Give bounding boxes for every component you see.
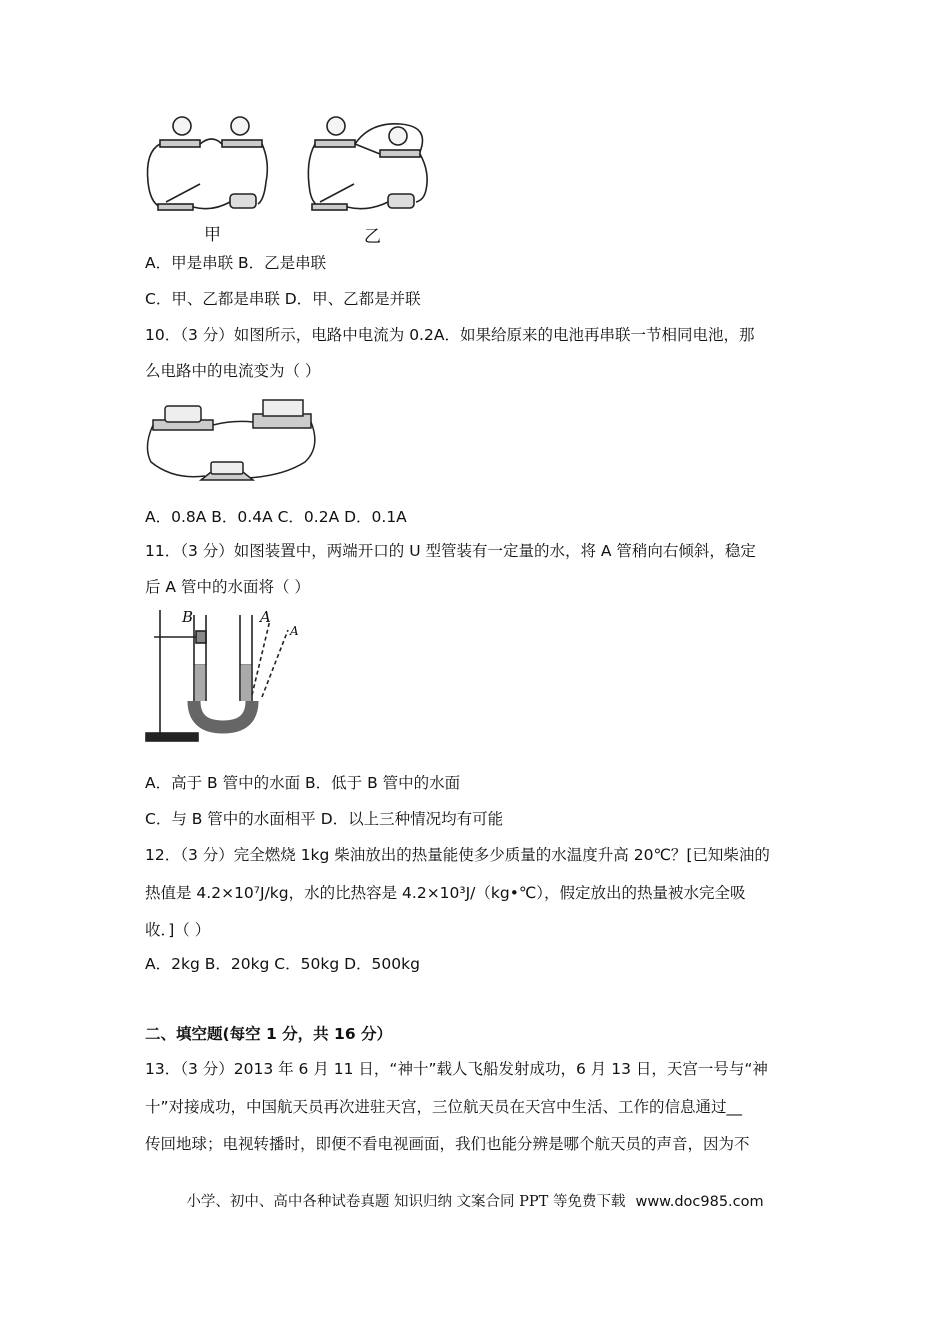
battery-circuit-figure [143, 392, 323, 492]
figure-label-jia: 甲 [204, 225, 221, 245]
q13-line3: 传回地球；电视转播时，即便不看电视画面，我们也能分辨是哪个航天员的声音，因为不 [145, 1135, 750, 1153]
tube-label-b: B [182, 608, 194, 626]
tube-label-a: A [260, 608, 271, 626]
q12-stem-line1: 12．（3 分）完全燃烧 1kg 柴油放出的热量能使多少质量的水温度升高 20℃？[已知柴油的 [145, 846, 770, 864]
q13-line1: 13．（3 分）2013 年 6 月 11 日，“神十”载人飞船发射成功，6 月 13 日，天宫一号与“神 [145, 1060, 768, 1078]
q9-options-line1: A．甲是串联 B．乙是串联 [145, 254, 327, 272]
tube-label-a-tilted: A [290, 624, 299, 638]
figure-label-yi: 乙 [364, 227, 381, 247]
q10-options: A．0.8A B．0.4A C．0.2A D．0.1A [145, 508, 407, 526]
q11-stem-line2: 后 A 管中的水面将（ ） [145, 578, 310, 596]
circuit-figure-series-parallel [140, 112, 440, 242]
q10-stem-line1: 10．（3 分）如图所示，电路中电流为 0.2A．如果给原来的电池再串联一节相同电池，那 [145, 326, 755, 344]
q11-options-line1: A．高于 B 管中的水面 B．低于 B 管中的水面 [145, 774, 461, 792]
q12-stem-line2: 热值是 4.2×10⁷J/kg，水的比热容是 4.2×10³J/（kg•℃），假定放出的热量被水完全吸 [145, 884, 746, 902]
q12-options: A．2kg B．20kg C．50kg D．500kg [145, 955, 420, 973]
section-title-fill-in: 二、填空题(每空 1 分，共 16 分） [145, 1025, 393, 1043]
q11-options-line2: C．与 B 管中的水面相平 D．以上三种情况均有可能 [145, 810, 504, 828]
q9-options-line2: C．甲、乙都是串联 D．甲、乙都是并联 [145, 290, 421, 308]
footer-text: 小学、初中、高中各种试卷真题 知识归纳 文案合同 PPT 等免费下载 [186, 1194, 626, 1210]
q11-stem-line1: 11．（3 分）如图装置中，两端开口的 U 型管装有一定量的水，将 A 管稍向右倾斜，稳定 [145, 542, 756, 560]
page-footer [0, 1190, 950, 1211]
q10-stem-line2: 么电路中的电流变为（ ） [145, 362, 321, 380]
footer-url-link[interactable]: www.doc985.com [635, 1194, 764, 1210]
q13-line2: 十”对接成功，中国航天员再次进驻天宫，三位航天员在天宫中生活、工作的信息通过__ [145, 1098, 743, 1116]
q12-stem-line3: 收．]（ ） [145, 921, 211, 939]
u-tube-apparatus-figure [140, 605, 310, 750]
